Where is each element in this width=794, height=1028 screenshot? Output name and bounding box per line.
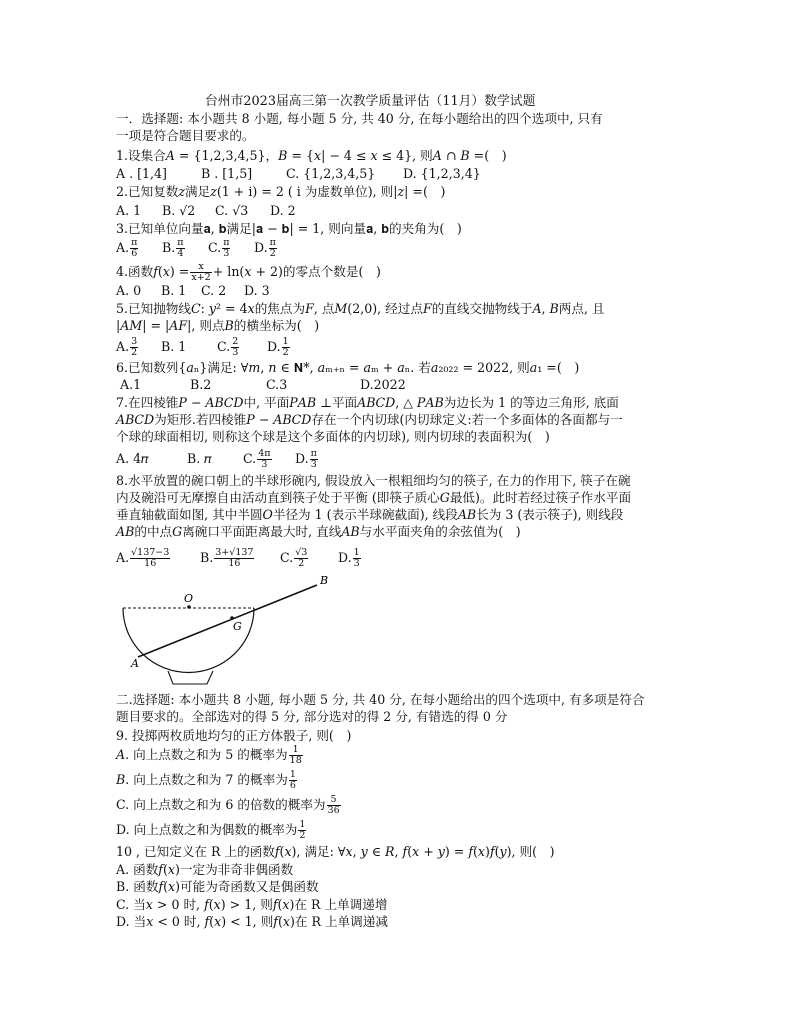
q3-option-c: C. $\frac{\pi}{3}$ [208, 237, 230, 259]
q4-option-c: C. 2 [201, 283, 227, 298]
q8-stem-cont: 内及碗沿可无摩擦自由活动直到筷子处于平衡 (即筷子质心𝐺最低)。此时若经过筷子作水平面 [116, 490, 632, 505]
q3-stem: 3.已知单位向量𝐚, 𝐛满足|𝐚 − 𝐛| = 1, 则向量𝐚, 𝐛的夹角为( ) [116, 221, 462, 236]
q5-stem: 5.已知抛物线𝐶: 𝑦² = 4𝑥的焦点为𝐹, 点𝑀(2,0), 经过点𝐹的直线交抛物线于𝐴, 𝐵两点, 且 [116, 301, 605, 316]
q8-stem-cont2: 垂直轴截面如图, 其中半圆𝑂半径为 1 (表示半球碗截面), 线段𝐴𝐵长为 3 (表示筷子), 则线段 [116, 507, 624, 522]
q6-option-b: B.2 [190, 377, 212, 392]
q6-option-a: A.1 [120, 377, 142, 392]
q2-option-d: D. 2 [270, 203, 296, 218]
q3-option-d: D. $\frac{\pi}{2}$ [254, 237, 276, 259]
q4-stem: 4.函数𝑓(𝑥) = $\frac{x}{x+2}$ + ln(𝑥 + 2)的零点个数是( ) [116, 261, 381, 283]
q8-options [116, 548, 362, 569]
page-title: 台州市2023届高三第一次教学质量评估（11月）数学试题 [205, 94, 536, 109]
q2-option-c: C. √3 [215, 203, 249, 218]
q1-option-d: D. {1,2,3,4} [403, 166, 481, 181]
q5-option-b: B. 1 [161, 339, 187, 354]
bowl-figure [110, 572, 340, 692]
label-a: A [131, 657, 139, 670]
q9-option-a: 𝐴. 向上点数之和为 5 的概率为 $\frac{1}{18}$ [116, 744, 302, 766]
q8-stem: 8.水平放置的碗口朝上的半球形碗内, 假设放入一根粗细均匀的筷子, 在力的作用下, 筷子在碗 [116, 473, 631, 488]
q5-option-a: A. $\frac{3}{2}$ [116, 336, 138, 358]
section2-heading-cont: 题目要求的。全部选对的得 5 分, 部分选对的得 2 分, 有错选的得 0 分 [116, 709, 508, 724]
label-g: G [233, 620, 242, 633]
q10-option-a: A. 函数𝑓(𝑥)一定为非奇非偶函数 [116, 862, 294, 877]
q4-option-d: D. 3 [244, 283, 270, 298]
q7-option-a: A. 4𝜋 [116, 451, 149, 466]
q4-option-a: A. 0 [116, 283, 142, 298]
label-b: B [320, 574, 329, 587]
q10-option-d: D. 当𝑥 < 0 时, 𝑓(𝑥) < 1, 则𝑓(𝑥)在 R 上单调递减 [116, 914, 388, 929]
section1-heading-cont: 一项是符合题目要求的。 [116, 128, 255, 143]
q9-stem: 9. 投掷两枚质地均匀的正方体骰子, 则( ) [116, 728, 352, 743]
q3-option-b: B. $\frac{\pi}{4}$ [162, 237, 184, 259]
q6-stem: 6.已知数列{𝑎ₙ}满足: ∀𝑚, 𝑛 ∈ 𝐍*, 𝑎ₘ₊ₙ = 𝑎ₘ + 𝑎ₙ. 若𝑎₂₀₂₂ = 2022, 则𝑎₁ =( ) [116, 360, 580, 375]
q8-option-b: B. $\frac{3+√137}{16}$ [200, 547, 254, 569]
q10-option-b: B. 函数𝑓(𝑥)可能为奇函数又是偶函数 [116, 879, 319, 894]
q6-option-c: C.3 [266, 377, 288, 392]
q9-option-c: C. 向上点数之和为 6 的倍数的概率为 $\frac{5}{36}$ [116, 794, 340, 816]
q8-option-a: A. $\frac{√137-3}{16}$ [116, 547, 170, 569]
section1-heading: 一．选择题: 本小题共 8 小题, 每小题 5 分, 共 40 分, 在每小题给出的四个选项中, 只有 [116, 111, 603, 126]
q7-stem-cont: 𝐴𝐵𝐶𝐷为矩形.若四棱锥𝑃 − 𝐴𝐵𝐶𝐷存在一个内切球(内切球定义:若一个多面体的各面都与一 [116, 412, 623, 427]
q2-stem: 2.已知复数𝑧满足𝑧(1 + i) = 2 ( i 为虚数单位), 则|𝑧| =( ) [116, 184, 446, 199]
q8-stem-cont3: 𝐴𝐵的中点𝐺离碗口平面距离最大时, 直线𝐴𝐵与水平面夹角的余弦值为( ) [116, 524, 521, 539]
q4-options [116, 283, 270, 299]
q1-options [116, 166, 481, 182]
q3-option-a: A. $\frac{\pi}{6}$ [116, 237, 138, 259]
q7-stem: 7.在四棱锥𝑃 − 𝐴𝐵𝐶𝐷中, 平面𝑃𝐴𝐵 ⊥平面𝐴𝐵𝐶𝐷, △ 𝑃𝐴𝐵为边长为 1 的等边三角形, 底面 [116, 395, 619, 410]
q8-option-c: C. $\frac{√3}{2}$ [280, 547, 308, 569]
q2-option-a: A. 1 [116, 203, 142, 218]
label-o: O [184, 592, 194, 605]
q7-stem-cont2: 个球的球面相切, 则称这个球是这个多面体的内切球), 则内切球的表面积为( ) [116, 429, 550, 444]
q7-option-d: D. $\frac{\pi}{3}$ [295, 448, 317, 470]
q1-option-b: B . [1,5] [201, 166, 253, 181]
q3-options [116, 238, 278, 259]
q10-stem: 10 , 已知定义在 R 上的函数𝑓(𝑥), 满足: ∀𝑥, 𝑦 ∈ 𝑅, 𝑓(𝑥 + 𝑦) = 𝑓(𝑥)𝑓(𝑦), 则( ) [116, 844, 555, 859]
q5-options [116, 337, 291, 358]
q1-option-c: C. {1,2,3,4,5} [286, 166, 376, 181]
q8-option-d: D. $\frac{1}{3}$ [338, 547, 360, 569]
q6-option-d: D.2022 [360, 377, 406, 392]
q2-option-b: B. √2 [162, 203, 196, 218]
q10-option-c: C. 当𝑥 > 0 时, 𝑓(𝑥) > 1, 则𝑓(𝑥)在 R 上单调递增 [116, 897, 388, 912]
q7-option-b: B. 𝜋 [187, 451, 212, 466]
q1-stem: 1.设集合𝐴 = {1,2,3,4,5}，𝐵 = {𝑥| − 4 ≤ 𝑥 ≤ 4}, 则𝐴 ∩ 𝐵 =( ) [116, 148, 507, 163]
q7-option-c: C. $\frac{4\pi}{3}$ [243, 448, 271, 470]
q1-option-a: A . [1,4] [116, 166, 167, 181]
q7-options [116, 449, 319, 470]
q5-option-c: C. $\frac{2}{3}$ [217, 336, 239, 358]
q9-option-b: 𝐵. 向上点数之和为 7 的概率为 $\frac{1}{6}$ [116, 769, 296, 791]
q5-option-d: D. $\frac{1}{2}$ [267, 336, 289, 358]
chopstick-ab [138, 585, 317, 657]
q6-options [120, 377, 406, 393]
q5-stem-cont: |𝐴𝑀| = |𝐴𝐹|, 则点𝐵的横坐标为( ) [116, 318, 320, 333]
section2-heading: 二.选择题: 本小题共 8 小题, 每小题 5 分, 共 40 分, 在每小题给出的四个选项中, 有多项是符合 [116, 692, 645, 707]
q2-options [116, 203, 296, 219]
point-o [187, 605, 191, 609]
q9-option-d: D. 向上点数之和为偶数的概率为 $\frac{1}{2}$ [116, 819, 306, 841]
q4-option-b: B. 1 [161, 283, 187, 298]
